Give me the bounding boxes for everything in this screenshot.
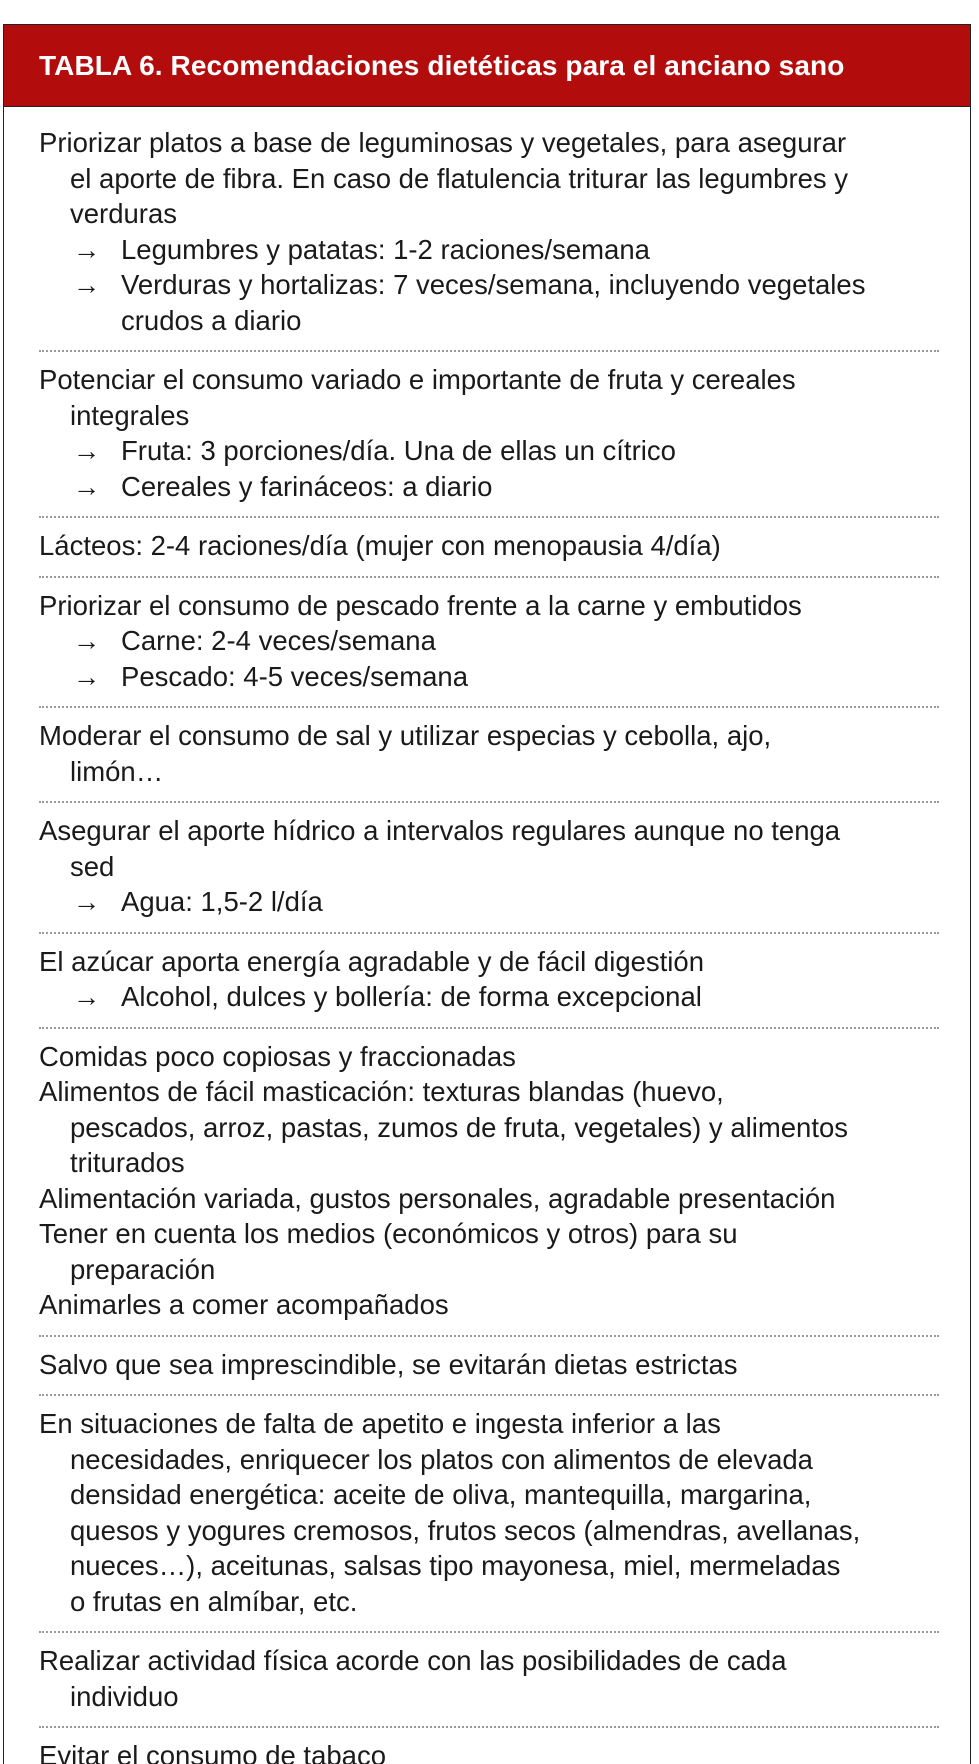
table-title: TABLA 6. Recomendaciones dietéticas para el anciano sano <box>39 49 845 81</box>
table-row <box>39 803 939 934</box>
row-text: En situaciones de falta de apetito e ingesta inferior a las <box>39 1408 721 1439</box>
sub-item <box>39 469 939 505</box>
sub-item <box>39 623 939 659</box>
row-text: individuo <box>70 1680 179 1712</box>
row-text: nueces…), aceitunas, salsas tipo mayonesa, miel, mermeladas <box>70 1550 841 1581</box>
row-text: Salvo que sea imprescindible, se evitarán dietas estrictas <box>39 1348 738 1380</box>
sub-item <box>39 267 939 338</box>
arrow-icon: → <box>73 470 101 502</box>
row-text: sed <box>70 850 115 882</box>
row-text: Animarles a comer acompañados <box>39 1289 449 1320</box>
row-text: integrales <box>70 399 190 431</box>
arrow-icon: → <box>73 981 101 1012</box>
diet-table <box>3 24 971 1764</box>
sub-item-text: Agua: 1,5-2 l/día <box>121 886 323 917</box>
row-text: Priorizar el consumo de pescado frente a la carne y embutidos <box>39 589 802 621</box>
row-text: pescados, arroz, pastas, zumos de fruta, vegetales) y alimentos <box>70 1111 849 1143</box>
sub-item-text: Legumbres y patatas: 1-2 raciones/semana <box>121 233 650 265</box>
table-row <box>39 1029 939 1337</box>
table-row <box>39 708 939 803</box>
row-text: Tener en cuenta los medios (económicos y otros) para su <box>39 1218 738 1249</box>
table-row <box>39 352 939 518</box>
table-body <box>4 107 970 1764</box>
sub-item <box>39 433 939 469</box>
row-text: Asegurar el aporte hídrico a intervalos regulares aunque no tenga <box>39 815 841 846</box>
row-text: limón… <box>70 755 164 787</box>
row-text: necesidades, enriquecer los platos con alimentos de elevada <box>70 1443 813 1475</box>
arrow-icon: → <box>73 269 101 300</box>
arrow-icon: → <box>73 435 101 466</box>
table-row <box>39 578 939 709</box>
sub-item <box>39 232 939 268</box>
sub-item-text: Alcohol, dulces y bollería: de forma excepcional <box>121 981 702 1012</box>
row-text: verduras <box>70 198 177 229</box>
row-text: triturados <box>70 1147 185 1178</box>
table-row <box>39 934 939 1029</box>
row-text: El azúcar aporta energía agradable y de fácil digestión <box>39 945 705 977</box>
table-row <box>39 1728 939 1764</box>
sub-item-text: Carne: 2-4 veces/semana <box>121 625 436 656</box>
arrow-icon: → <box>73 660 101 692</box>
row-text: o frutas en almíbar, etc. <box>70 1585 358 1617</box>
row-text: Priorizar platos a base de leguminosas y vegetales, para asegurar <box>39 127 847 158</box>
sub-item-text: Fruta: 3 porciones/día. Una de ellas un cítrico <box>121 435 676 466</box>
table-row <box>39 107 939 352</box>
table-row <box>39 1396 939 1633</box>
row-text: Alimentación variada, gustos personales, agradable presentación <box>39 1182 836 1214</box>
sub-item-text: Verduras y hortalizas: 7 veces/semana, incluyendo vegetales <box>121 269 866 300</box>
arrow-icon: → <box>73 625 101 656</box>
row-text: Comidas poco copiosas y fraccionadas <box>39 1040 516 1072</box>
sub-item <box>39 884 939 920</box>
sub-item <box>39 659 939 695</box>
row-text: quesos y yogures cremosos, frutos secos (almendras, avellanas, <box>70 1514 861 1546</box>
arrow-icon: → <box>73 233 101 265</box>
row-text: Evitar el consumo de tabaco <box>39 1740 386 1764</box>
sub-item-text: crudos a diario <box>121 304 302 336</box>
table-row <box>39 1337 939 1397</box>
row-text: Lácteos: 2-4 raciones/día (mujer con menopausia 4/día) <box>39 530 721 561</box>
row-text: el aporte de fibra. En caso de flatulencia triturar las legumbres y <box>70 162 849 194</box>
arrow-icon: → <box>73 886 101 917</box>
row-text: preparación <box>70 1253 216 1285</box>
sub-item-text: Cereales y farináceos: a diario <box>121 470 493 502</box>
row-text: Moderar el consumo de sal y utilizar especias y cebolla, ajo, <box>39 720 772 751</box>
sub-item <box>39 979 939 1015</box>
row-text: densidad energética: aceite de oliva, mantequilla, margarina, <box>70 1479 812 1510</box>
table-header <box>4 25 970 107</box>
row-text: Realizar actividad física acorde con las posibilidades de cada <box>39 1645 787 1676</box>
table-row <box>39 518 939 578</box>
row-text: Alimentos de fácil masticación: texturas blandas (huevo, <box>39 1076 724 1107</box>
table-row <box>39 1633 939 1728</box>
row-text: Potenciar el consumo variado e importante de fruta y cereales <box>39 364 796 395</box>
sub-item-text: Pescado: 4-5 veces/semana <box>121 660 468 692</box>
